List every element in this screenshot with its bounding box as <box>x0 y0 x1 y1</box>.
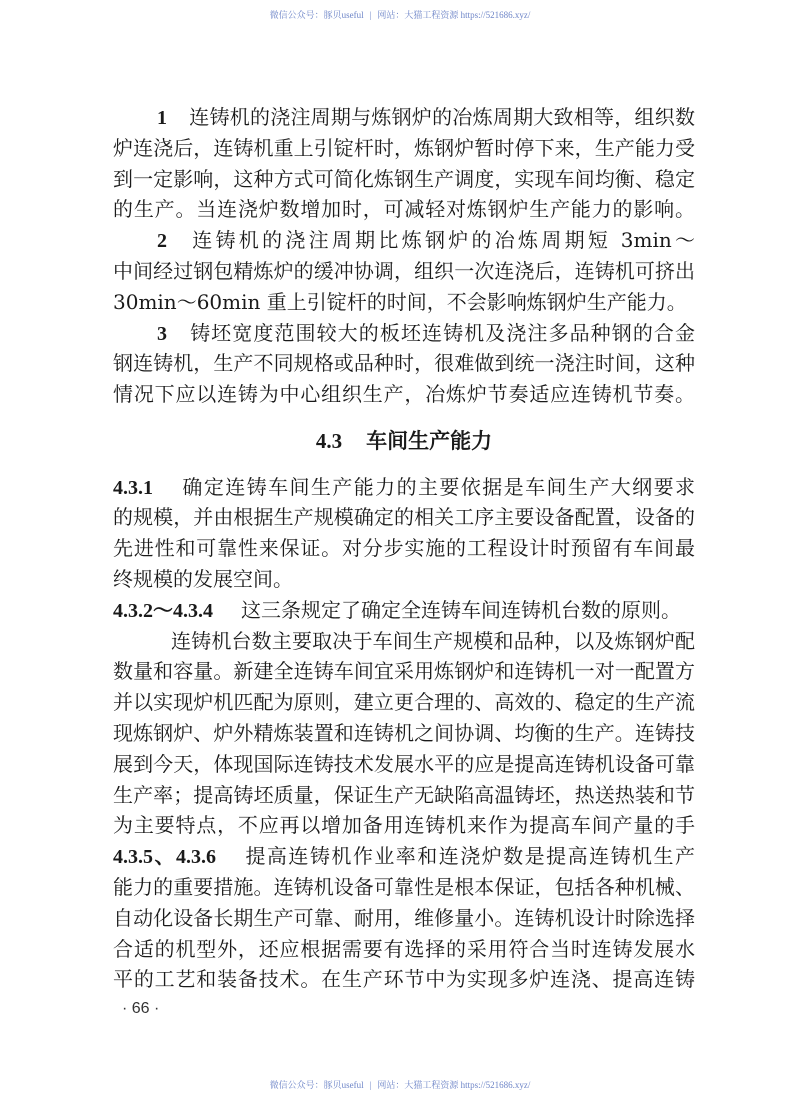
section-title: 车间生产能力 <box>366 427 493 453</box>
text-line: 并以实现炉机匹配为原则，建立更合理的、高效的、稳定的生产流 <box>113 690 695 715</box>
watermark-header <box>0 8 800 21</box>
line-text: 连铸机的浇注周期比炼钢炉的冶炼周期短 3min～ <box>189 228 695 253</box>
section-number: 4.3 <box>315 428 343 453</box>
text-line <box>113 102 695 133</box>
text-line: 炉连浇后，连铸机重上引锭杆时，炼钢炉暂时停下来，生产能力受 <box>113 135 695 160</box>
text-line: 连铸机台数主要取决于车间生产规模和品种，以及炼钢炉配 <box>171 628 695 653</box>
text-line <box>113 318 695 349</box>
clause-number: 4.3.1 <box>113 476 153 499</box>
watermark-separator: | <box>369 10 372 20</box>
text-line: 先进性和可靠性来保证。对分步实施的工程设计时预留有车间最 <box>113 536 695 561</box>
text-line <box>113 225 695 256</box>
watermark-wechat: 微信公众号：豚贝useful <box>269 10 364 20</box>
text-line: 能力的重要措施。连铸机设备可靠性是根本保证，包括各种机械、 <box>113 874 695 899</box>
watermark-footer <box>0 1078 800 1091</box>
text-line: 钢连铸机，生产不同规格或品种时，很难做到统一浇注时间，这种 <box>113 351 695 376</box>
watermark-separator: | <box>369 1080 372 1090</box>
watermark-website: 网站：大猫工程资源 https://521686.xyz/ <box>377 10 531 20</box>
line-text: 连铸机的浇注周期与炼钢炉的冶炼周期大致相等，组织数 <box>189 105 695 129</box>
text-line: 到一定影响，这种方式可简化炼钢生产调度，实现车间均衡、稳定 <box>113 166 695 191</box>
text-line: 合适的机型外，还应根据需要有选择的采用符合当时连铸发展水 <box>113 936 695 961</box>
item-number: 3 <box>157 322 167 345</box>
watermark-wechat: 微信公众号：豚贝useful <box>269 1080 364 1090</box>
line-text: 铸坯宽度范围较大的板坯连铸机及浇注多品种钢的合金 <box>189 320 695 345</box>
page-number: · 66 · <box>122 1000 160 1017</box>
text-line: 现炼钢炉、炉外精炼装置和连铸机之间协调、均衡的生产。连铸技 <box>113 720 695 745</box>
text-line <box>113 595 695 626</box>
text-line <box>113 472 695 503</box>
watermark-website: 网站：大猫工程资源 https://521686.xyz/ <box>377 1080 531 1090</box>
section-heading <box>113 410 695 472</box>
item-number: 2 <box>157 230 167 253</box>
text-line: 生产率；提高铸坯质量，保证生产无缺陷高温铸坯，热送热装和节 <box>113 782 695 807</box>
text-line: 情况下应以连铸为中心组织生产，冶炼炉节奏适应连铸机节奏。 <box>113 382 695 407</box>
text-line: 终规模的发展空间。 <box>113 566 293 591</box>
clause-number: 4.3.2～4.3.4 <box>113 599 213 622</box>
text-line: 中间经过钢包精炼炉的缓冲协调，组织一次连浇后，连铸机可挤出 <box>113 258 695 283</box>
text-line: 数量和容量。新建全连铸车间宜采用炼钢炉和连铸机一对一配置方 <box>113 659 695 684</box>
text-line: 为主要特点，不应再以增加备用连铸机来作为提高车间产量的手 <box>113 813 695 838</box>
text-line: 平的工艺和装备技术。在生产环节中为实现多炉连浇、提高连铸 <box>113 967 695 992</box>
text-line: 展到今天，体现国际连铸技术发展水平的应是提高连铸机设备可靠 <box>113 751 695 776</box>
line-text: 这三条规定了确定全连铸车间连铸机台数的原则。 <box>241 597 681 622</box>
item-number: 1 <box>157 107 167 129</box>
clause-number: 4.3.5、4.3.6 <box>113 846 216 869</box>
text-line: 的生产。当连浇炉数增加时，可减轻对炼钢炉生产能力的影响。 <box>113 197 695 222</box>
text-line: 自动化设备长期生产可靠、耐用，维修量小。连铸机设计时除选择 <box>113 905 695 930</box>
text-line <box>113 841 695 872</box>
text-line: 30min～60min 重上引锭杆的时间，不会影响炼钢炉生产能力。 <box>113 289 687 314</box>
line-text: 提高连铸机作业率和连浇炉数是提高连铸机生产 <box>243 844 695 869</box>
line-text: 确定连铸车间生产能力的主要依据是车间生产大纲要求 <box>181 474 695 499</box>
document-body <box>113 102 695 995</box>
text-line: 的规模，并由根据生产规模确定的相关工序主要设备配置，设备的 <box>113 505 695 530</box>
